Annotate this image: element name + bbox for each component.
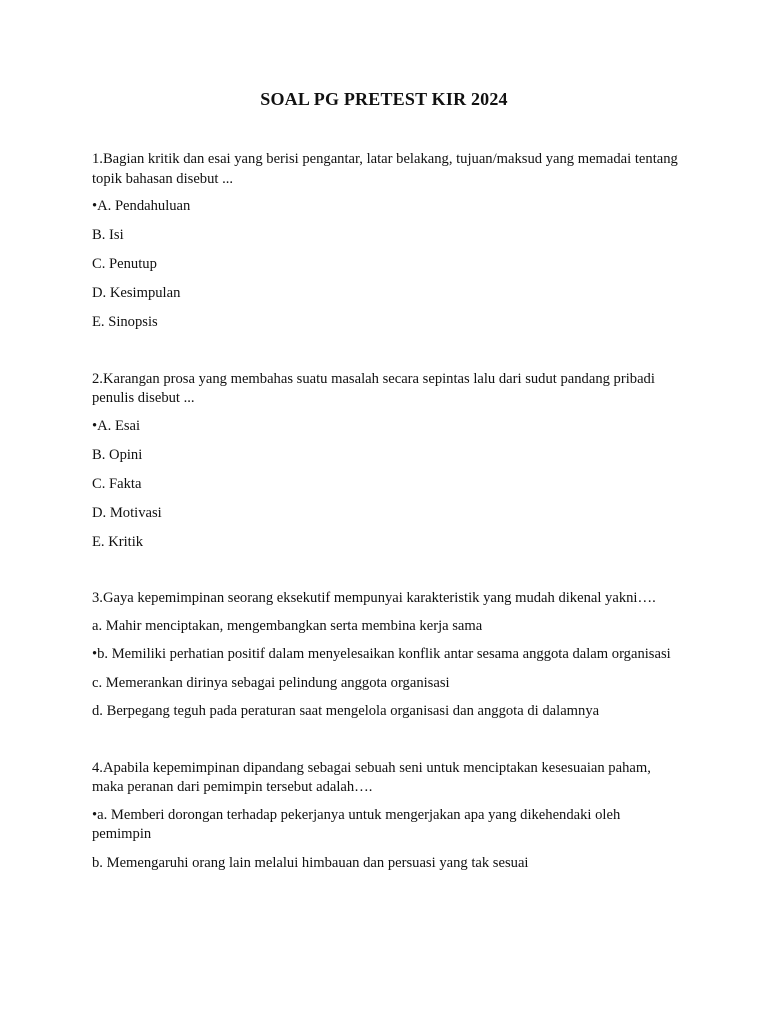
answer-option: B. Isi [92,227,124,243]
question-4 [92,759,682,874]
question-text: 3.Gaya kepemimpinan seorang eksekutif mempunyai karakteristik yang mudah dikenal yakni…. [92,590,656,606]
answer-option: C. Fakta [92,475,142,492]
question-3 [92,589,682,722]
answer-option: c. Memerankan dirinya sebagai pelindung anggota organisasi [92,674,450,691]
answer-option: a. Mahir menciptakan, mengembangkan serta membina kerja sama [92,617,483,634]
answer-option: •b. Memiliki perhatian positif dalam menyelesaikan konflik antar sesama anggota dalam organisasi [92,646,671,662]
answer-option: B. Opini [92,446,143,463]
question-text: 2.Karangan prosa yang membahas suatu masalah secara sepintas lalu dari sudut pandang pribadi penulis disebut ... [92,370,655,406]
answer-option: E. Sinopsis [92,314,158,330]
answer-option: b. Memengaruhi orang lain melalui himbauan dan persuasi yang tak sesuai [92,855,529,871]
answer-option: •a. Memberi dorongan terhadap pekerjanya untuk mengerjakan apa yang dikehendaki oleh pemimpin [92,806,621,842]
question-list [92,150,682,911]
answer-option: •A. Esai [92,417,141,434]
answer-option: •A. Pendahuluan [92,198,191,214]
answer-option: D. Kesimpulan [92,285,181,301]
answer-option: E. Kritik [92,533,144,550]
question-1 [92,150,682,333]
page-title: SOAL PG PRETEST KIR 2024 [260,89,508,109]
answer-option: D. Motivasi [92,504,162,521]
question-2 [92,370,682,553]
question-text: 4.Apabila kepemimpinan dipandang sebagai sebuah seni untuk menciptakan kesesuaian paham, maka peranan dari pemimpin tersebut adalah…. [92,759,651,795]
answer-option: C. Penutup [92,256,157,272]
answer-option: d. Berpegang teguh pada peraturan saat mengelola organisasi dan anggota di dalamnya [92,703,600,719]
question-text: 1.Bagian kritik dan esai yang berisi pengantar, latar belakang, tujuan/maksud yang memadai tentang topik bahasan disebut ... [92,151,678,187]
